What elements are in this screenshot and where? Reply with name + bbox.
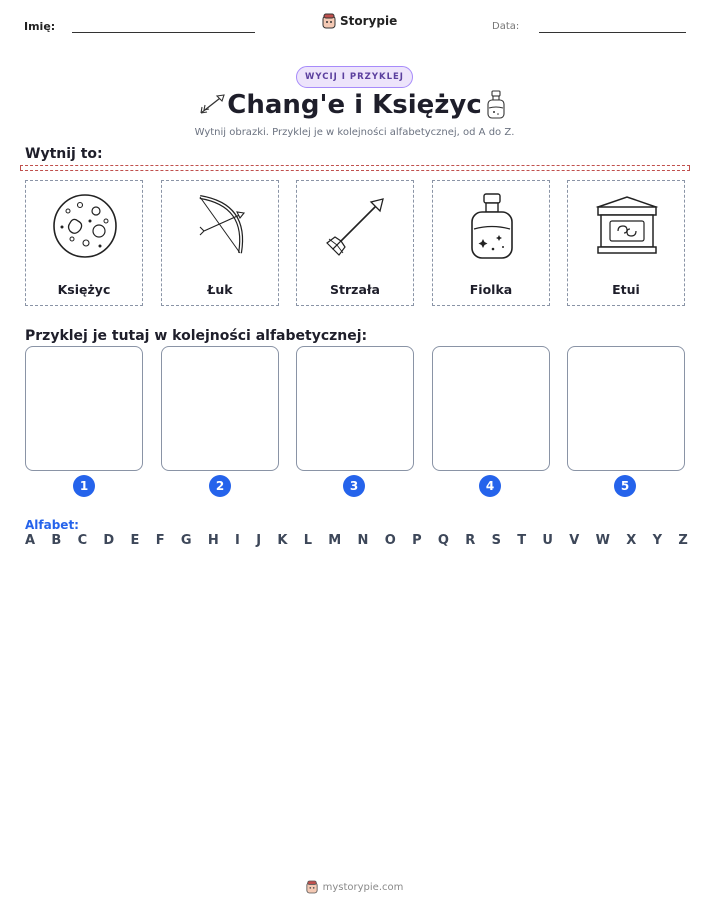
paste-section-label: Przyklej je tutaj w kolejności alfabetycznej:: [25, 328, 368, 344]
cut-card-vial[interactable]: [432, 180, 550, 306]
alphabet-letter: S: [491, 533, 501, 548]
alphabet-letter: G: [180, 533, 192, 548]
activity-badge: WYCIJ I PRZYKLEJ: [296, 66, 413, 88]
alphabet-letter: D: [103, 533, 115, 548]
alphabet-letter: L: [303, 533, 312, 548]
alphabet-letter: Y: [652, 533, 663, 548]
logo-text: Storypie: [340, 14, 398, 28]
slot-number-badge: 4: [479, 475, 501, 497]
alphabet-letter: A: [25, 533, 36, 548]
storypie-mascot-icon: [306, 880, 318, 894]
alphabet-letter: W: [595, 533, 610, 548]
alphabet-letter: V: [569, 533, 580, 548]
alphabet-row: [25, 533, 688, 548]
alphabet-letter: B: [51, 533, 62, 548]
alphabet-letter: M: [328, 533, 342, 548]
cut-card-label: Księżyc: [57, 282, 111, 297]
alphabet-letter: P: [412, 533, 422, 548]
alphabet-letter: R: [465, 533, 476, 548]
footer-link[interactable]: mystorypie.com: [322, 881, 404, 893]
alphabet-letter: F: [155, 533, 165, 548]
alphabet-letter: E: [130, 533, 140, 548]
name-label: Imię:: [24, 20, 56, 33]
arrow-icon: [321, 191, 391, 261]
alphabet-letter: X: [626, 533, 637, 548]
date-label: Data:: [492, 21, 520, 32]
cut-line: [20, 165, 690, 171]
bow-icon: [186, 191, 256, 261]
paste-slot-5[interactable]: [567, 346, 685, 471]
alphabet-letter: I: [235, 533, 240, 548]
alphabet-letter: J: [256, 533, 262, 548]
paste-slot-3[interactable]: [296, 346, 414, 471]
potion-decoration-icon: [486, 90, 506, 120]
alphabet-letter: U: [542, 533, 553, 548]
cut-card-bow[interactable]: [161, 180, 279, 306]
alphabet-letter: H: [207, 533, 219, 548]
alphabet-letter: K: [277, 533, 288, 548]
alphabet-label: Alfabet:: [25, 518, 79, 532]
alphabet-letter: O: [384, 533, 396, 548]
storypie-logo: [322, 13, 397, 29]
cut-card-label: Fiolka: [469, 282, 513, 297]
cut-card-arrow[interactable]: [296, 180, 414, 306]
page-title: Chang'e i Księżyc: [227, 90, 482, 120]
paste-slot-2[interactable]: [161, 346, 279, 471]
paste-slot-1[interactable]: [25, 346, 143, 471]
cut-card-moon[interactable]: [25, 180, 143, 306]
name-line[interactable]: [72, 32, 255, 33]
cut-card-label: Strzała: [330, 282, 380, 297]
alphabet-letter: C: [77, 533, 88, 548]
alphabet-letter: Q: [437, 533, 449, 548]
slot-number-badge: 3: [343, 475, 365, 497]
cut-card-case[interactable]: [567, 180, 685, 306]
moon-icon: [50, 191, 120, 261]
potion-bottle-icon: [457, 191, 527, 261]
slot-number-badge: 2: [209, 475, 231, 497]
cut-card-label: Etui: [612, 282, 640, 297]
instructions: Wytnij obrazki. Przyklej je w kolejności alfabetycznej, od A do Z.: [194, 127, 515, 138]
cut-section-label: Wytnij to:: [25, 146, 103, 162]
alphabet-letter: T: [517, 533, 527, 548]
box-icon: [592, 191, 662, 261]
paste-slot-4[interactable]: [432, 346, 550, 471]
date-line[interactable]: [539, 32, 686, 33]
slot-number-badge: 1: [73, 475, 95, 497]
alphabet-letter: N: [357, 533, 369, 548]
alphabet-letter: Z: [678, 533, 688, 548]
footer: [0, 880, 709, 894]
storypie-mascot-icon: [322, 13, 336, 29]
cut-card-label: Łuk: [207, 282, 233, 297]
slot-number-badge: 5: [614, 475, 636, 497]
